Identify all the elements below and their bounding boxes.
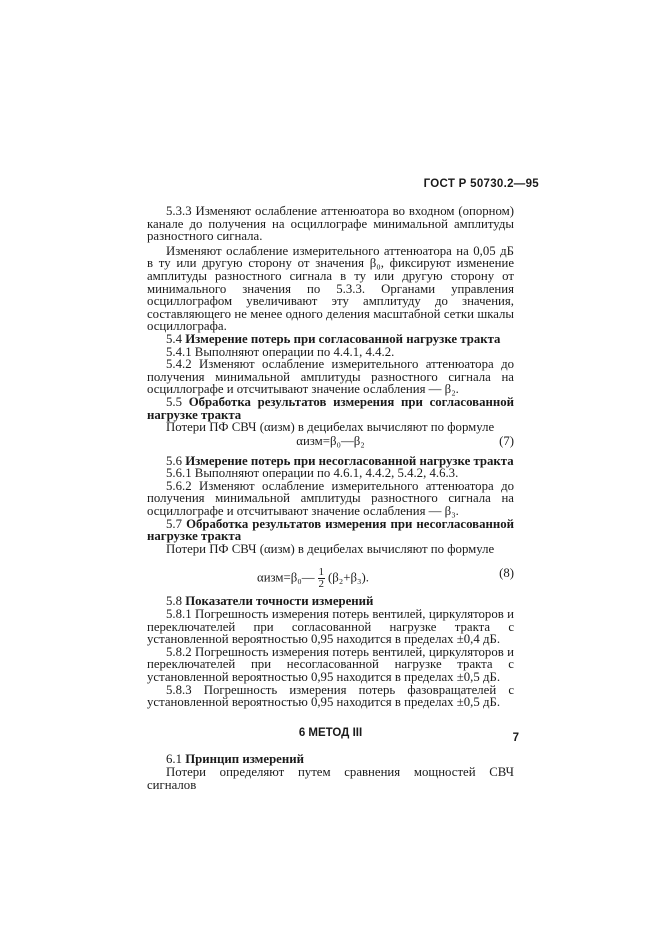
paragraph-5-6-2: 5.6.2 Изменяют ослабление измерительного аттенюатора до получения минимальной амплитуды разностного сигнала на осциллографе и отсчитывают значение ослабления — β₃. — [147, 478, 514, 519]
formula-8 — [147, 559, 514, 589]
heading-5-5: 5.5 Обработка результатов измерения при согласованной нагрузке тракта — [147, 394, 514, 422]
paragraph-5-8-1: 5.8.1 Погрешность измерения потерь вентилей, циркуляторов и переключателей при согласованной нагрузке тракта с установленной вероятностью 0,95 находится в пределах ±0,4 дБ. — [147, 607, 514, 647]
formula-8-expression: αизм=β₀— $\frac{1}{2}$ (β₂+β₃). — [257, 566, 369, 591]
paragraph-5-4-1: 5.4.1 Выполняют операции по 4.4.1, 4.4.2. — [166, 344, 395, 359]
heading-6-1: 6.1 Принцип измерений — [166, 752, 304, 767]
heading-5-6: 5.6 Измерение потерь при несогласованной нагрузке тракта — [166, 453, 514, 468]
paragraph-5-8-3: 5.8.3 Погрешность измерения потерь фазовращателей с установленной вероятностью 0,95 находится в пределах ±0,5 дБ. — [147, 682, 514, 710]
section-6-title: 6 МЕТОД III — [298, 726, 363, 739]
paragraph-5-7: Потери ПФ СВЧ (αизм) в децибелах вычисляют по формуле — [166, 541, 495, 556]
formula-8-fraction: $\frac{1}{2}$ — [318, 566, 325, 591]
heading-5-8: 5.8 Показатели точности измерений — [166, 594, 374, 609]
paragraph-6-1: Потери определяют путем сравнения мощностей СВЧ сигналов — [147, 764, 514, 792]
heading-5-7: 5.7 Обработка результатов измерения при несогласованной нагрузке тракта — [147, 516, 514, 544]
formula-7-expression: αизм=β₀—β₂ — [296, 433, 365, 448]
paragraph-5-4-2: 5.4.2 Изменяют ослабление измерительного аттенюатора до получения минимальной амплитуды разностного сигнала на осциллографе и отсчитывают значение ослабления — β₂. — [147, 357, 514, 397]
formula-8-number: (8) — [499, 566, 514, 581]
paragraph-5-3-3: 5.3.3 Изменяют ослабление аттенюатора во входном (опорном) канале до получения на осциллографе минимальной амплитуды разностного сигнала. — [147, 204, 514, 244]
paragraph-5-6-1: 5.6.1 Выполняют операции по 4.6.1, 4.4.2, 5.4.2, 4.6.3. — [166, 466, 459, 481]
heading-5-4: 5.4 Измерение потерь при согласованной нагрузке тракта — [166, 331, 501, 346]
document-header: ГОСТ Р 50730.2—95 — [423, 178, 539, 190]
paragraph-5-5: Потери ПФ СВЧ (αизм) в децибелах вычисляют по формуле — [166, 420, 495, 435]
document-body — [147, 205, 514, 791]
paragraph-5-8-2: 5.8.2 Погрешность измерения потерь вентилей, циркуляторов и переключателей при несогласованной нагрузке тракта с установленной вероятностью 0,95 находится в пределах ±0,5 дБ. — [147, 644, 514, 684]
page-number: 7 — [512, 732, 519, 744]
formula-7-number: (7) — [499, 433, 514, 448]
formula-7 — [147, 435, 514, 453]
paragraph-5-3-3-continued: Изменяют ослабление измерительного аттенюатора на 0,05 дБ в ту или другую сторону от значения β₀, фиксируют изменение амплитуды разностного сигнала в ту или другую сторону от минимального значения по 5.3.3. Органами управления осциллографом увеличивают эту амплитуду до значения, составляющего не менее одного деления масштабной сетки шкалы осциллографа. — [147, 243, 514, 334]
